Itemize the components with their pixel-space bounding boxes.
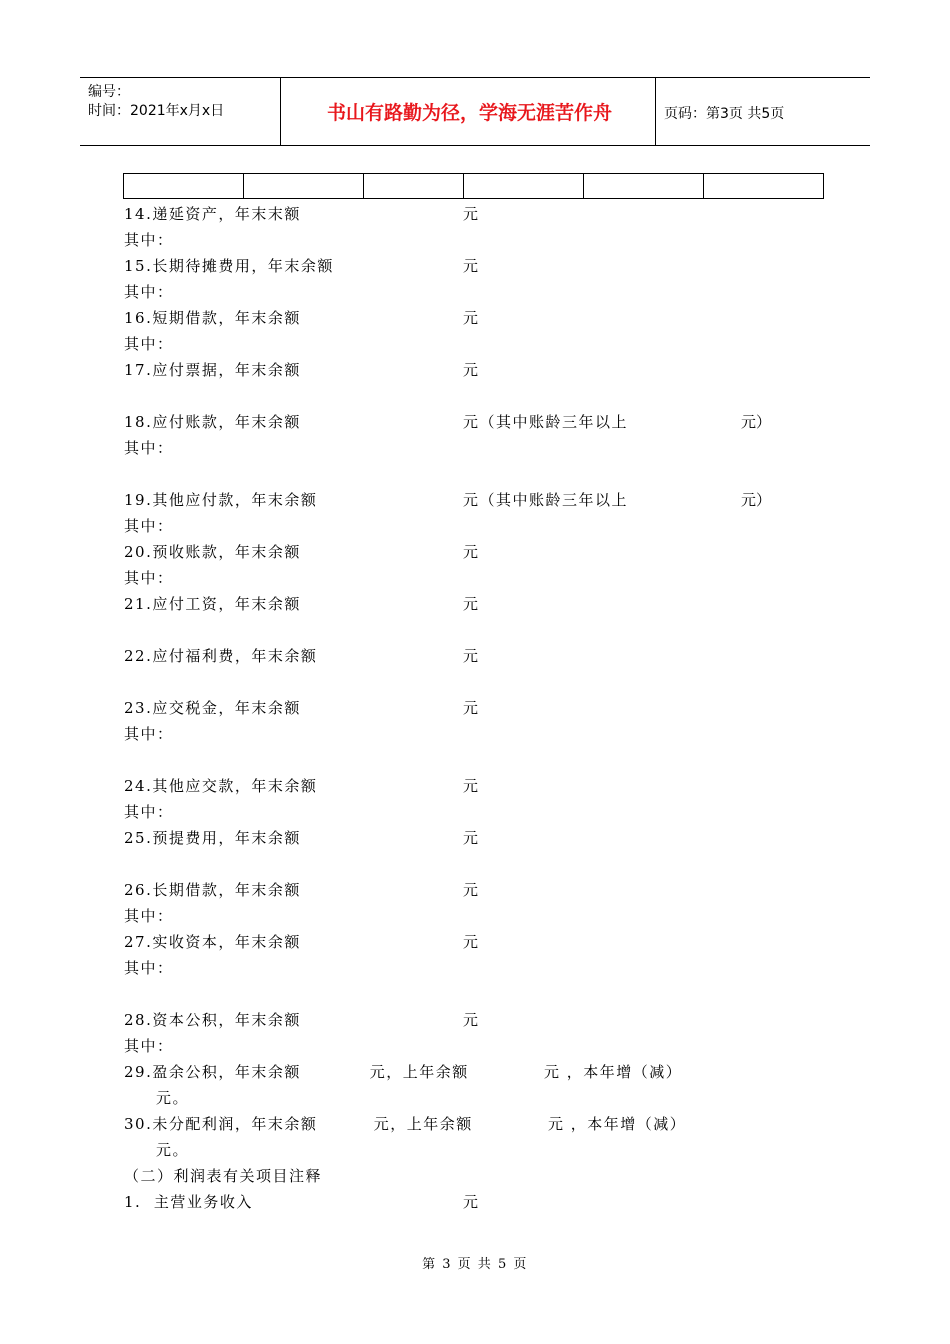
item-27: 27.实收资本，年末余额 bbox=[124, 933, 301, 951]
yuan-unit: 元 bbox=[463, 361, 479, 379]
item-30-cont: 元。 bbox=[156, 1141, 190, 1159]
among-label: 其中： bbox=[124, 569, 174, 587]
among-label: 其中： bbox=[124, 1037, 174, 1055]
yuan-unit: 元 bbox=[463, 881, 479, 899]
aging-note: 元（其中账龄三年以上 bbox=[463, 491, 629, 509]
table-cell bbox=[464, 174, 584, 199]
yuan-unit: 元 bbox=[463, 595, 479, 613]
yuan-unit: 元 bbox=[463, 543, 479, 561]
yuan-unit: 元 bbox=[463, 309, 479, 327]
aging-close: 元） bbox=[741, 491, 772, 509]
item-24: 24.其他应交款，年末余额 bbox=[124, 777, 318, 795]
item-21: 21.应付工资，年末余额 bbox=[124, 595, 301, 613]
header-meta bbox=[88, 83, 224, 121]
item-29: 29.盈余公积，年末余额 元，上年余额 元 ，本年增（减） bbox=[124, 1063, 683, 1081]
among-label: 其中： bbox=[124, 231, 174, 249]
item-15: 15.长期待摊费用，年末余额 bbox=[124, 257, 334, 275]
yuan-unit: 元 bbox=[463, 777, 479, 795]
item-14: 14.递延资产，年末末额 bbox=[124, 205, 301, 223]
page-footer: 第 3 页 共 5 页 bbox=[422, 1257, 528, 1272]
item-19: 19.其他应付款，年末余额 bbox=[124, 491, 318, 509]
table-cell bbox=[244, 174, 364, 199]
among-label: 其中： bbox=[124, 725, 174, 743]
item-16: 16.短期借款，年末余额 bbox=[124, 309, 301, 327]
among-label: 其中： bbox=[124, 959, 174, 977]
yuan-unit: 元 bbox=[463, 699, 479, 717]
item-30: 30.未分配利润，年末余额 元，上年余额 元 ，本年增（减） bbox=[124, 1115, 687, 1133]
item-22: 22.应付福利费，年末余额 bbox=[124, 647, 318, 665]
header-divider bbox=[655, 78, 656, 145]
income-item-1: 1. 主营业务收入 bbox=[124, 1193, 253, 1211]
yuan-unit: 元 bbox=[463, 647, 479, 665]
item-20: 20.预收账款，年末余额 bbox=[124, 543, 301, 561]
yuan-unit: 元 bbox=[463, 1011, 479, 1029]
among-label: 其中： bbox=[124, 439, 174, 457]
empty-table-row bbox=[123, 173, 824, 199]
table-cell bbox=[584, 174, 704, 199]
among-label: 其中： bbox=[124, 335, 174, 353]
header-motto: 书山有路勤为径，学海无涯苦作舟 bbox=[326, 102, 612, 124]
table-cell bbox=[704, 174, 824, 199]
table-cell bbox=[364, 174, 464, 199]
yuan-unit: 元 bbox=[463, 257, 479, 275]
section-heading: （二）利润表有关项目注释 bbox=[124, 1167, 323, 1185]
among-label: 其中： bbox=[124, 907, 174, 925]
aging-close: 元） bbox=[741, 413, 772, 431]
document-time-label: 时间：2021年x月x日 bbox=[88, 103, 225, 119]
item-23: 23.应交税金，年末余额 bbox=[124, 699, 301, 717]
item-28: 28.资本公积，年末余额 bbox=[124, 1011, 301, 1029]
yuan-unit: 元 bbox=[463, 829, 479, 847]
header-divider bbox=[280, 78, 281, 145]
document-number-label: 编号： bbox=[88, 84, 130, 100]
item-29-cont: 元。 bbox=[156, 1089, 190, 1107]
among-label: 其中： bbox=[124, 283, 174, 301]
among-label: 其中： bbox=[124, 517, 174, 535]
among-label: 其中： bbox=[124, 803, 174, 821]
aging-note: 元（其中账龄三年以上 bbox=[463, 413, 629, 431]
yuan-unit: 元 bbox=[463, 933, 479, 951]
page-header bbox=[80, 77, 870, 146]
item-26: 26.长期借款，年末余额 bbox=[124, 881, 301, 899]
header-page-label: 页码：第3页 共5页 bbox=[664, 106, 785, 122]
table-cell bbox=[124, 174, 244, 199]
yuan-unit: 元 bbox=[463, 205, 479, 223]
item-18: 18.应付账款，年末余额 bbox=[124, 413, 301, 431]
item-25: 25.预提费用，年末余额 bbox=[124, 829, 301, 847]
item-17: 17.应付票据，年末余额 bbox=[124, 361, 301, 379]
yuan-unit: 元 bbox=[463, 1193, 479, 1211]
